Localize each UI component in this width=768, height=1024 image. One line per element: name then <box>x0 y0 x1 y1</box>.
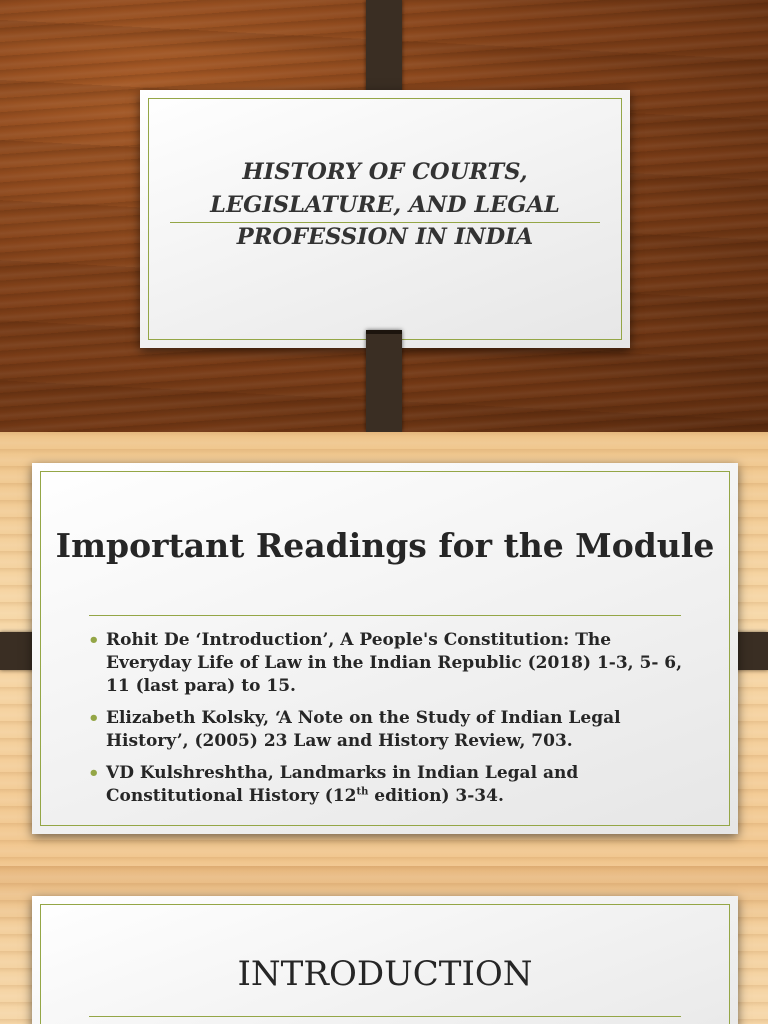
readings-list <box>88 629 698 817</box>
introduction-slide <box>0 866 768 1024</box>
introduction-heading: INTRODUCTION <box>237 954 533 994</box>
ordinal-suffix: th <box>356 786 369 798</box>
introduction-card <box>32 896 738 1024</box>
heading-divider <box>89 1016 681 1017</box>
reading-text: VD Kulshreshtha, Landmarks in Indian Legal and Constitutional History (12 <box>106 763 579 806</box>
reading-item: • Rohit De ‘Introduction’, A People's Constitution: The Everyday Life of Law in the Indian Republic (2018) 1-3, 5- 6, 11 (last para) to 15. <box>88 629 698 698</box>
title-slide <box>0 0 768 432</box>
title-divider <box>170 222 600 223</box>
readings-card <box>32 463 738 834</box>
top-strap <box>366 0 402 104</box>
readings-heading: Important Readings for the Module <box>55 526 715 565</box>
readings-slide <box>0 432 768 866</box>
title-card <box>140 90 630 348</box>
heading-divider <box>89 615 681 616</box>
slide-title: HISTORY OF COURTS, LEGISLATURE, AND LEGAL PROFESSION IN INDIA <box>210 159 560 250</box>
bottom-strap <box>366 330 402 432</box>
reading-item <box>88 762 698 808</box>
reading-item: • Elizabeth Kolsky, ‘A Note on the Study of Indian Legal History’, (2005) 23 Law and History Review, 703. <box>88 707 698 753</box>
reading-text: edition) 3-34. <box>368 786 504 806</box>
